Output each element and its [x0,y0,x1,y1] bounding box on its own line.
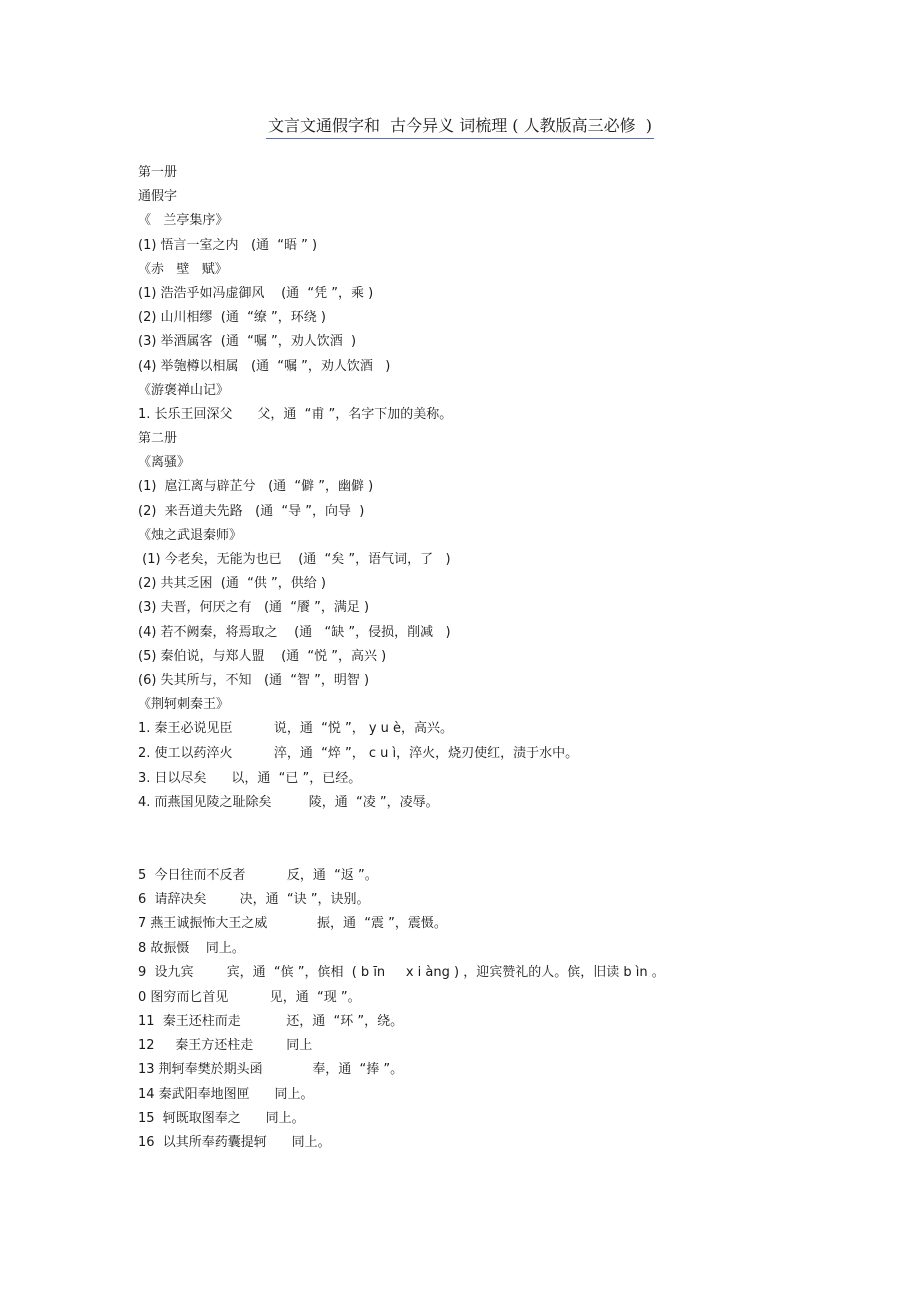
text-line: (1) 浩浩乎如冯虚御风 (通 “凭 ”，乘 ) [138,285,374,301]
text-line: 0 图穷而匕首见 见，通 “现 ”。 [138,989,361,1005]
text-line: 通假字 [138,189,178,205]
text-line: 14 秦武阳奉地图匣 同上。 [138,1086,314,1102]
text-line: 《烛之武退秦师》 [138,527,243,543]
text-line: (4) 若不阙秦，将焉取之 (通 “缺 ”，侵损，削减 ) [138,624,451,640]
text-line: (2) 山川相缪 (通 “缭 ”，环绕 ) [138,310,326,326]
text-line: 6 请辞决矣 决，通 “诀 ”，诀别。 [138,892,370,908]
text-line: 《 兰亭集序》 [138,213,229,229]
text-line: 7 燕王诚振怖大王之威 振，通 “震 ”，震慑。 [138,916,447,932]
text-line: 1. 长乐王回深父 父，通 “甫 ”，名字下加的美称。 [138,406,453,422]
text-line: 1. 秦王必说见臣 说，通 “悦 ”， y u è，高兴。 [138,721,454,737]
text-line: (1) 悟言一室之内 (通 “晤 ” ) [138,237,318,253]
document-title: 文言文通假字和 古今异义 词梳理 ( 人教版高三必修 ) [266,115,654,139]
text-line: 13 荆轲奉樊於期头函 奉，通 “捧 ”。 [138,1062,404,1078]
text-line: 《荆轲刺秦王》 [138,697,230,713]
text-line: (2) 来吾道夫先路 (通 “导 ”，向导 ) [138,503,365,519]
text-line: 16 以其所奉药囊提轲 同上。 [138,1134,331,1150]
text-line: 2. 使工以药淬火 淬，通 “焠 ”， c u ì，淬火，烧刃使红，渍于水中。 [138,745,579,761]
text-line: 《离骚》 [138,455,191,471]
text-line: (3) 夫晋，何厌之有 (通 “餍 ”，满足 ) [138,600,370,616]
text-line: 5 今日往而不反者 反，通 “返 ”。 [138,868,378,883]
text-line: 第二册 [138,431,178,447]
text-line: (6) 失其所与，不知 (通 “智 ”，明智 ) [138,672,370,688]
text-line: (1) 扈江离与辟芷兮 (通 “僻 ”，幽僻 ) [138,479,374,495]
text-line: 《赤 壁 赋》 [138,261,228,277]
section-continued [138,864,698,1155]
text-line: 9 设九宾 宾，通 “傧 ”，傧相 ( b īn x i àng ) ，迎宾赞礼的人。傧，旧读 b ìn 。 [138,964,665,980]
title-container [0,115,920,139]
section-first-volume [138,161,698,815]
text-line: 3. 日以尽矣 以，通 “已 ”，已经。 [138,770,362,786]
text-line: 4. 而燕国见陵之耻除矣 陵，通 “凌 ”，凌辱。 [138,794,439,810]
text-line: 第一册 [138,165,178,180]
text-line: 《游褒禅山记》 [138,382,230,398]
text-line: (4) 举匏樽以相属 (通 “嘱 ”，劝人饮酒 ) [138,358,391,374]
text-line: 11 秦王还柱而走 还，通 “环 ”，绕。 [138,1013,404,1029]
text-line: (2) 共其乏困 (通 “供 ”，供给 ) [138,576,326,592]
text-line: (1) 今老矣，无能为也已 (通 “矣 ”，语气词，了 ) [138,552,451,567]
text-line: (3) 举酒属客 (通 “嘱 ”，劝人饮酒 ) [138,334,357,350]
text-line: 15 轲既取图奉之 同上。 [138,1110,305,1126]
text-line: (5) 秦伯说，与郑人盟 (通 “悦 ”，高兴 ) [138,648,387,664]
text-line: 12 秦王方还柱走 同上 [138,1038,313,1054]
text-line: 8 故振慑 同上。 [138,940,245,956]
